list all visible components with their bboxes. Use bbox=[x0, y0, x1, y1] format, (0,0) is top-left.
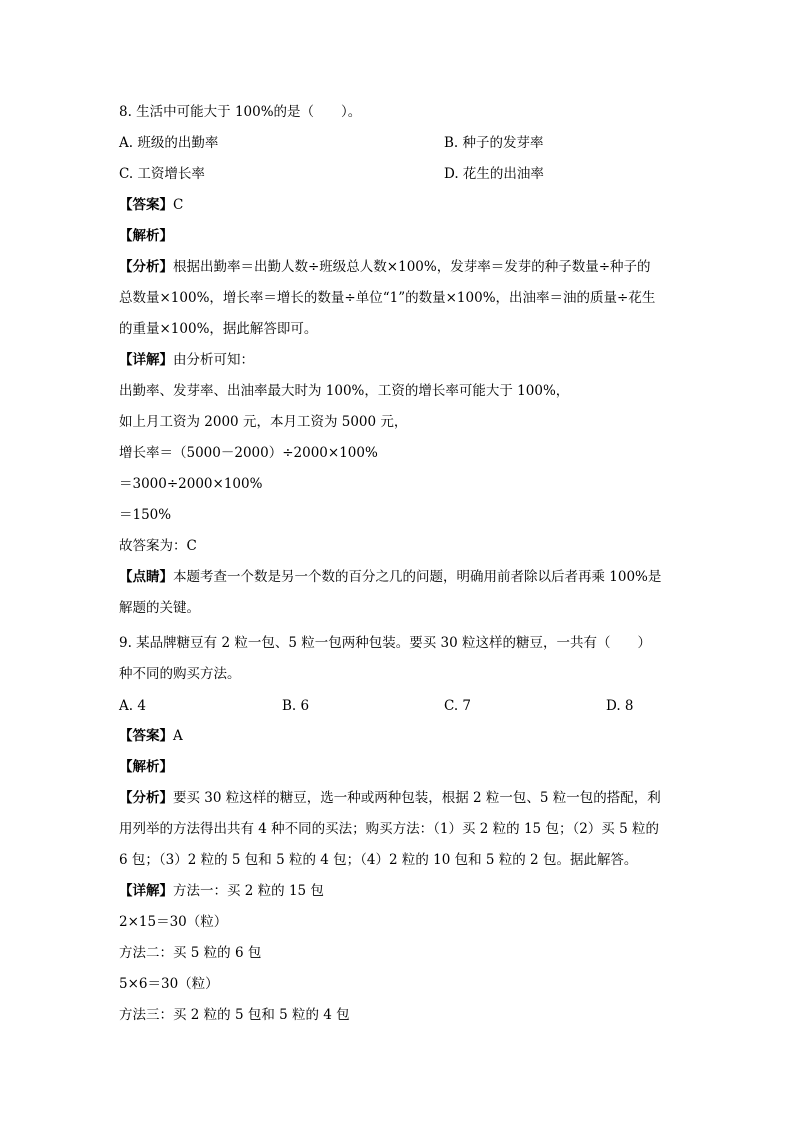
q9-option-d: D. 8 bbox=[606, 698, 634, 714]
q8-answer bbox=[119, 199, 183, 213]
q8-option-d: D. 花生的出油率 bbox=[444, 166, 544, 182]
q8-fenxi-line-1 bbox=[119, 261, 651, 275]
q8-detail-line-6: 故答案为：C bbox=[119, 538, 197, 554]
q8-fenxi-tag: 【分析】 bbox=[119, 259, 173, 275]
q9-xiangjie-tag: 【详解】 bbox=[119, 883, 173, 899]
q8-detail-line-1: 出勤率、发芽率、出油率最大时为 100%，工资的增长率可能大于 100%， bbox=[119, 383, 570, 399]
q8-dianjing-tag: 【点睛】 bbox=[119, 569, 173, 585]
q8-dianjing-text-1: 本题考查一个数是另一个数的百分之几的问题，明确用前者除以后者再乘 100%是 bbox=[173, 569, 662, 585]
q9-stem-line-2: 种不同的购买方法。 bbox=[119, 666, 241, 682]
q8-fenxi-line-2: 总数量×100%，增长率＝增长的数量÷单位“1”的数量×100%，出油率＝油的质量÷花生 bbox=[119, 290, 656, 306]
q8-stem: 8. 生活中可能大于 100%的是（ ）。 bbox=[119, 104, 362, 120]
q9-analysis-tag: 【解析】 bbox=[119, 759, 173, 775]
q8-answer-value: C bbox=[173, 197, 184, 213]
q9-answer-tag: 【答案】 bbox=[119, 728, 173, 744]
q8-detail-line-4: ＝3000÷2000×100% bbox=[119, 476, 263, 492]
q9-fenxi-text-1: 要买 30 粒这样的糖豆，选一种或两种包装，根据 2 粒一包、5 粒一包的搭配，利 bbox=[173, 790, 661, 806]
q9-fenxi-line-3: 6 包；（3）2 粒的 5 包和 5 粒的 4 包；（4）2 粒的 10 包和 5 粒的 2 包。据此解答。 bbox=[119, 852, 638, 868]
q9-detail-line-4: 方法三：买 2 粒的 5 包和 5 粒的 4 包 bbox=[119, 1007, 350, 1023]
q9-answer bbox=[119, 730, 183, 744]
q8-xiangjie-tag: 【详解】 bbox=[119, 352, 173, 368]
q8-option-b: B. 种子的发芽率 bbox=[444, 135, 544, 151]
q9-xiangjie-intro: 方法一：买 2 粒的 15 包 bbox=[173, 883, 324, 899]
q9-fenxi-line-2: 用列举的方法得出共有 4 种不同的买法；购买方法：（1）买 2 粒的 15 包；（2）买 5 粒的 bbox=[119, 821, 659, 837]
q8-detail-line-5: ＝150% bbox=[119, 507, 172, 523]
q8-option-a: A. 班级的出勤率 bbox=[119, 135, 219, 151]
q9-answer-value: A bbox=[173, 728, 183, 744]
q8-option-c: C. 工资增长率 bbox=[119, 166, 205, 182]
q8-dianjing-line-1 bbox=[119, 571, 661, 585]
q9-xiangjie-line bbox=[119, 885, 324, 899]
q9-fenxi-tag: 【分析】 bbox=[119, 790, 173, 806]
q8-fenxi-line-3: 的重量×100%，据此解答即可。 bbox=[119, 321, 318, 337]
q8-xiangjie-intro: 由分析可知： bbox=[173, 352, 254, 368]
q9-detail-line-2: 方法二：买 5 粒的 6 包 bbox=[119, 945, 262, 961]
q8-analysis-tag: 【解析】 bbox=[119, 228, 173, 244]
q9-option-a: A. 4 bbox=[119, 698, 146, 714]
q8-fenxi-text-1: 根据出勤率＝出勤人数÷班级总人数×100%，发芽率＝发芽的种子数量÷种子的 bbox=[173, 259, 651, 275]
q9-option-b: B. 6 bbox=[282, 698, 310, 714]
q8-answer-tag: 【答案】 bbox=[119, 197, 173, 213]
q8-dianjing-line-2: 解题的关键。 bbox=[119, 600, 200, 616]
q8-detail-line-2: 如上月工资为 2000 元，本月工资为 5000 元， bbox=[119, 414, 408, 430]
q9-stem-line-1: 9. 某品牌糖豆有 2 粒一包、5 粒一包两种包装。要买 30 粒这样的糖豆，一共有（ ） bbox=[119, 635, 651, 651]
q9-detail-line-3: 5×6＝30（粒） bbox=[119, 976, 219, 992]
q9-fenxi-line-1 bbox=[119, 792, 661, 806]
q8-xiangjie-line bbox=[119, 354, 254, 368]
q8-detail-line-3: 增长率＝（5000－2000）÷2000×100% bbox=[119, 445, 378, 461]
q9-detail-line-1: 2×15＝30（粒） bbox=[119, 914, 228, 930]
q9-option-c: C. 7 bbox=[444, 698, 472, 714]
